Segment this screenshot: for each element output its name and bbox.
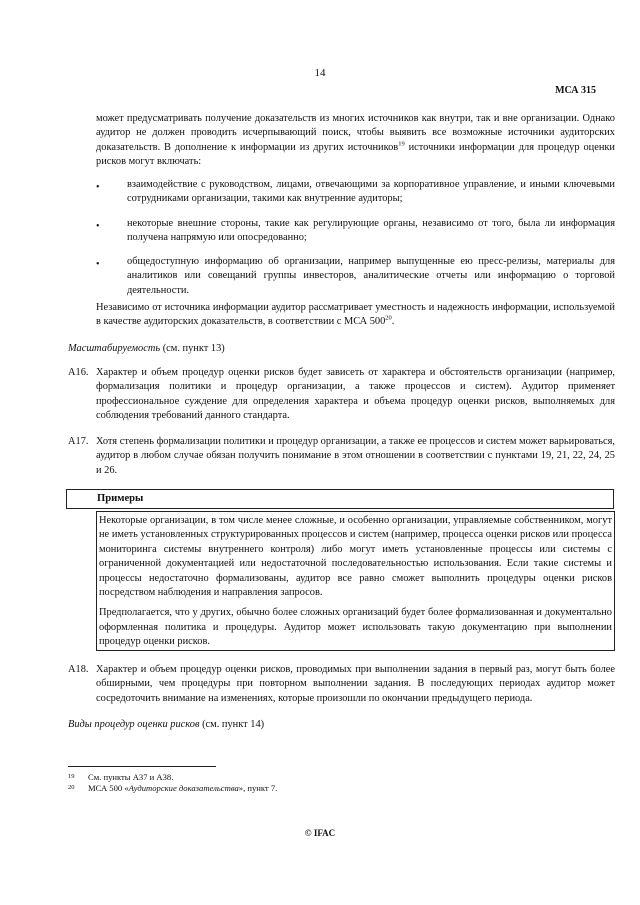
bullet-item: взаимодействие с руководством, лицами, отвечающими за корпоративное управление, и иными ключевыми сотрудниками организации, такими как внутренние аудиторы; [127, 179, 615, 205]
examples-title: Примеры [97, 493, 144, 504]
standard-reference: МСА 315 [555, 85, 596, 96]
paragraph-number: A16. [68, 367, 89, 378]
footnote-text: См. пункты A37 и A38. [88, 772, 174, 782]
examples-header-box [66, 489, 614, 509]
footnote-number: 19 [68, 773, 75, 780]
independent-paragraph [96, 301, 615, 330]
paragraph-a18: Характер и объем процедур оценки рисков, проводимых при выполнении задания в первый раз, могут быть более обширными, чем процедуры при повторном выполнении задания. В последующих периодах аудитор может сосредоточить внимание на изменениях, которые произошли по окончании предыдущего периода. [96, 664, 615, 704]
footnote-divider [68, 766, 216, 767]
footnote-20 [88, 783, 277, 794]
example-paragraph: Некоторые организации, в том числе менее сложные, и особенно организации, управляемые собственником, могут не иметь установленных структурированных процессов и систем (например, процесса оценки рисков или процесса мониторинга системы внутреннего контроля) либо могут иметь установленные процессы или системы с ограниченной документацией или недостаточной последовательностью использования. Если такие системы и процессы недостаточно формализованы, аудитор все равно сможет выполнить процедуры оценки рисков посредством наблюдения и направления запросов. [99, 515, 612, 599]
intro-paragraph [96, 112, 615, 170]
copyright-footer: © IFAC [304, 828, 336, 838]
bullet-symbol: • [96, 259, 100, 270]
section-title: Виды процедур оценки рисков [68, 719, 200, 730]
paragraph-number: A17. [68, 436, 89, 447]
section-ref: (см. пункт 13) [160, 343, 225, 354]
intro-text: может предусматривать получение доказательств из многих источников как внутри, так и вне организации. Однако аудитор не должен проводить исчерпывающий поиск, чтобы выявить все возможные источники аудиторских доказательств. В дополнение к информации из других источников [96, 113, 615, 153]
footnote-italic: Аудиторские доказательства [128, 783, 239, 793]
bullet-item: некоторые внешние стороны, такие как регулирующие органы, независимо от того, была ли информация получена напрямую или опосредованно; [127, 218, 615, 244]
independent-end: . [391, 316, 395, 328]
footnote-19 [88, 772, 173, 783]
bullet-item: общедоступную информацию об организации, например выпущенные ею пресс-релизы, материалы для аналитиков или совещаний группы инвесторов, аналитические отчеты или информацию о торговой деятельности. [127, 256, 615, 296]
footnote-text: МСА 500 « [88, 783, 129, 793]
example-paragraph: Предполагается, что у других, обычно более сложных организаций будет более формализованная и документально оформленная политика и процедуры. Аудитор может использовать такую документацию при выполнении процедур оценки рисков. [99, 607, 612, 648]
section-ref: (см. пункт 14) [199, 719, 265, 730]
examples-body-box [96, 511, 615, 651]
bullet-symbol: • [96, 182, 100, 193]
footnote-text-end: », пункт 7. [238, 783, 278, 793]
paragraph-a17: Хотя степень формализации политики и процедур организации, а также ее процессов и систем может варьироваться, аудитор в любом случае обязан получить понимание в этом отношении в соответствии с пунктами 19, 21, 22, 24, 25 и 26. [96, 436, 615, 476]
paragraph-a16: Характер и объем процедур оценки рисков будет зависеть от характера и обстоятельств организации (например, формализация политики и процедур организации, а также процессов и систем). Аудитор применяет профессиональное суждение для определения характера и объема процедур оценки рисков, выполняемых для соблюдения требований данного стандарта. [96, 367, 615, 422]
section-title: Масштабируемость [68, 343, 161, 354]
footnote-number: 20 [68, 784, 75, 791]
footnote-ref-20: 20 [385, 314, 392, 322]
section-heading-scalability [68, 342, 225, 356]
independent-text: Независимо от источника информации аудитор рассматривает уместность и надежность информации, используемой в качестве аудиторских доказательств, в соответствии с МСА 500 [96, 302, 615, 328]
intro-text-end: источники информации для процедур оценки рисков могут включать: [96, 141, 615, 168]
section-heading-types [68, 718, 264, 732]
page-number: 14 [314, 67, 326, 79]
bullet-symbol: • [96, 221, 100, 232]
paragraph-number: A18. [68, 664, 89, 675]
footnote-ref-19: 19 [398, 140, 405, 148]
